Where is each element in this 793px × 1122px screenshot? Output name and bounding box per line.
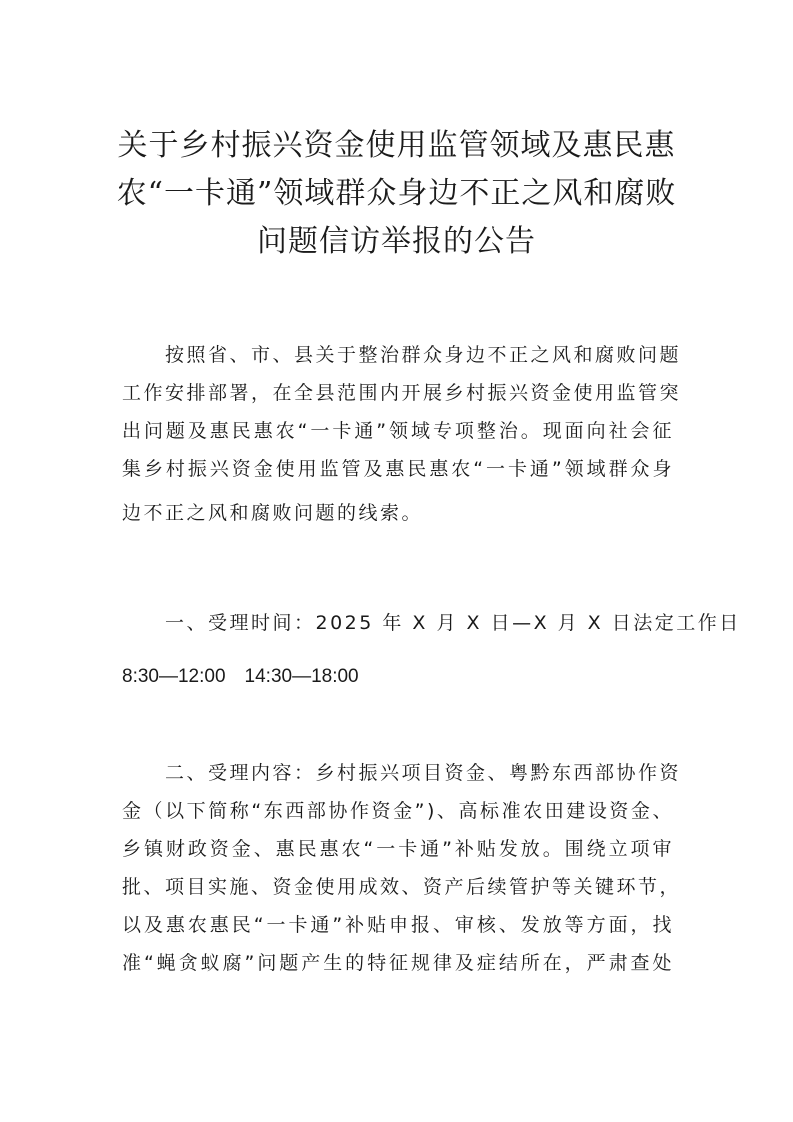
section2-line-3: 乡镇财政资金、惠民惠农“一卡通”补贴发放。围绕立项审: [122, 838, 674, 860]
section2-line-1: 二、受理内容：乡村振兴项目资金、粤黔东西部协作资: [122, 762, 682, 784]
section2-line-2: 金（以下简称“东西部协作资金”)、高标准农田建设资金、: [122, 800, 674, 822]
section1-line-2: 8:30—12:00 14:30—18:00: [122, 666, 359, 687]
intro-line-3: 出问题及惠民惠农“一卡通”领域专项整治。现面向社会征: [122, 420, 674, 442]
section2-line-5: 以及惠农惠民“一卡通”补贴申报、审核、发放等方面，找: [122, 914, 674, 936]
title-line-1: 关于乡村振兴资金使用监管领域及惠民惠: [117, 128, 676, 163]
title-line-2: 农“一卡通”领域群众身边不正之风和腐败: [116, 176, 677, 211]
section2-line-6: 准“蝇贪蚁腐”问题产生的特征规律及症结所在，严肃查处: [122, 952, 674, 974]
intro-line-1: 按照省、市、县关于整治群众身边不正之风和腐败问题: [122, 344, 682, 366]
intro-line-4: 集乡村振兴资金使用监管及惠民惠农“一卡通”领域群众身: [122, 458, 674, 480]
intro-paragraph: [122, 336, 682, 532]
intro-line-5: 边不正之风和腐败问题的线索。: [122, 502, 424, 524]
section-acceptance-time: [122, 604, 741, 696]
document-title: [110, 122, 683, 266]
section1-line-1: 一、受理时间：2025 年 X 月 X 日—X 月 X 日法定工作日: [122, 612, 741, 634]
section2-line-4: 批、项目实施、资金使用成效、资产后续管护等关键环节，: [122, 876, 682, 898]
title-line-3: 问题信访举报的公告: [257, 224, 536, 259]
section-acceptance-content: [122, 754, 682, 982]
intro-line-2: 工作安排部署，在全县范围内开展乡村振兴资金使用监管突: [122, 382, 682, 404]
